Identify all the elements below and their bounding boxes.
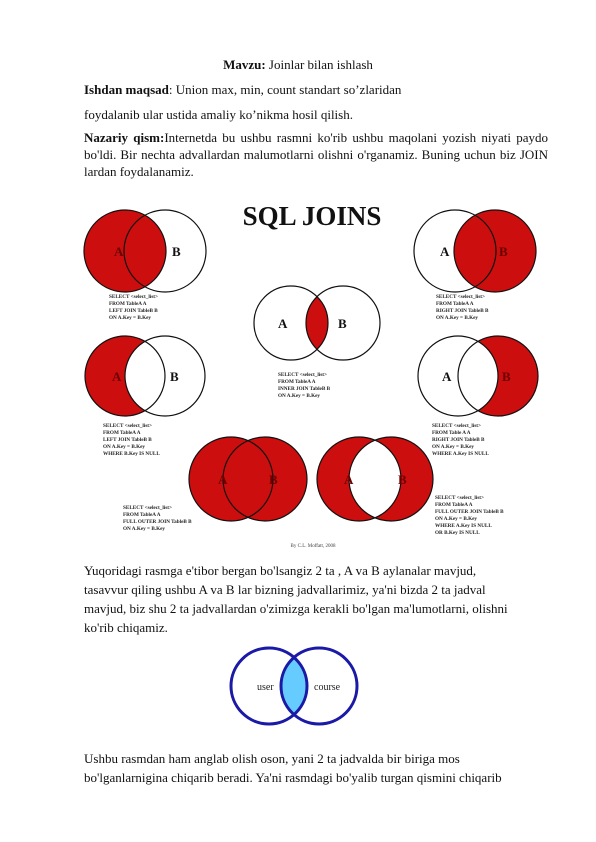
topic-label: Mavzu:	[223, 57, 266, 72]
query-line: LEFT JOIN TableB B	[109, 308, 158, 314]
label-b: B	[502, 369, 511, 384]
goal-line-1	[84, 80, 548, 99]
theory-paragraph	[84, 129, 548, 180]
query-line: ON A.Key = B.Key	[435, 516, 478, 522]
footer-line-1: Ushbu rasmdan ham anglab olish oson, yani 2 ta jadvalda bir biriga mos	[84, 751, 460, 766]
footer-line-2: bo'lganlarnigina chiqarib beradi. Ya'ni rasmdagi bo'yalib turgan qismini chiqarib	[84, 770, 502, 785]
venn-right-join	[414, 210, 536, 292]
query-line: FROM TableA A	[278, 379, 316, 385]
goal-label: Ishdan maqsad	[84, 82, 169, 97]
goal-line-2	[84, 105, 548, 124]
query-line: SELECT <select_list>	[103, 423, 152, 429]
query-line: WHERE A.Key IS NULL	[432, 451, 489, 457]
venn-full-excluding	[317, 437, 433, 521]
query-line: WHERE A.Key IS NULL	[435, 523, 492, 529]
query-inner-join	[278, 372, 331, 399]
query-line: SELECT <select_list>	[278, 372, 327, 378]
venn-right-excluding	[418, 336, 538, 416]
query-line: ON A.Key = B.Key	[278, 393, 321, 399]
goal-text-1: : Union max, min, count standart so’zlaridan	[168, 82, 402, 97]
venn-inner-join	[254, 286, 380, 360]
query-line: ON A.Key = B.Key	[432, 444, 475, 450]
venn-left-excluding	[85, 336, 205, 416]
topic-line	[0, 57, 596, 73]
query-line: ON A.Key = B.Key	[103, 444, 146, 450]
query-line: ON A.Key = B.Key	[123, 526, 166, 532]
query-right-excluding	[432, 423, 489, 457]
query-right-join	[436, 294, 489, 321]
query-line: SELECT <select_list>	[436, 294, 485, 300]
query-line: RIGHT JOIN TableB B	[436, 308, 489, 314]
sql-joins-diagram	[78, 195, 548, 555]
venn-full-join	[189, 437, 307, 521]
theory-text: Internetda bu ushbu rasmni ko'rib ushbu maqolani yozish niyati paydo bo'ldi. Bir nechta advallardan malumotlarni olishni o'rganamiz. Buning uchun biz JOIN lardan foydalanamiz.	[84, 130, 548, 179]
query-full-excluding	[435, 495, 504, 536]
theory-label: Nazariy qism:	[84, 130, 165, 145]
label-a: A	[114, 244, 124, 259]
query-line: SELECT <select_list>	[123, 505, 172, 511]
explanation-line-2: tasavvur qiling ushbu A va B lar bizning jadvallarimiz, ya'ni bizda 2 ta jadval	[84, 582, 486, 597]
label-a: A	[278, 316, 288, 331]
explanation-line-1: Yuqoridagi rasmga e'tibor bergan bo'lsangiz 2 ta , A va B aylanalar mavjud,	[84, 563, 477, 578]
query-line: LEFT JOIN TableB B	[103, 437, 152, 443]
label-b: B	[398, 472, 407, 487]
label-b: B	[170, 369, 179, 384]
query-line: FROM TableA A	[103, 430, 141, 436]
label-b: B	[499, 244, 508, 259]
query-line: ON A.Key = B.Key	[109, 315, 152, 321]
query-line: FROM TableA A	[436, 301, 474, 307]
topic-value: Joinlar bilan ishlash	[268, 57, 373, 72]
label-a: A	[344, 472, 354, 487]
label-a: A	[442, 369, 452, 384]
goal-text-2: foydalanib ular ustida amaliy ko’nikma hosil qilish.	[84, 107, 353, 122]
query-line: FULL OUTER JOIN TableB B	[435, 509, 504, 515]
course-label: course	[314, 682, 341, 693]
query-line: WHERE B.Key IS NULL	[103, 451, 160, 457]
query-line: INNER JOIN TableB B	[278, 386, 331, 392]
diagram-credit: By C.L. Moffatt, 2008	[290, 544, 336, 549]
query-line: FROM TableA A	[435, 502, 473, 508]
label-b: B	[269, 472, 278, 487]
label-a: A	[218, 472, 228, 487]
query-left-join	[109, 294, 158, 321]
query-line: SELECT <select_list>	[109, 294, 158, 300]
user-course-venn	[226, 644, 362, 728]
query-line: ON A.Key = B.Key	[436, 315, 479, 321]
venn-left-join	[84, 210, 206, 292]
explanation-line-3: mavjud, biz shu 2 ta jadvallardan o'zimizga kerakli bo'lgan ma'lumotlarni, olishni	[84, 601, 508, 616]
query-left-excluding	[103, 423, 160, 457]
query-line: FROM Table A A	[432, 430, 471, 436]
query-line: RIGHT JOIN TableB B	[432, 437, 485, 443]
query-line: FROM TableA A	[123, 512, 161, 518]
diagram-title: SQL JOINS	[242, 201, 382, 231]
query-line: FULL OUTER JOIN TableB B	[123, 519, 192, 525]
query-full-join	[123, 505, 192, 532]
label-a: A	[440, 244, 450, 259]
label-b: B	[338, 316, 347, 331]
query-line: FROM TableA A	[109, 301, 147, 307]
explanation-line-4: ko'rib chiqamiz.	[84, 620, 168, 635]
user-label: user	[257, 682, 274, 693]
query-line: SELECT <select_list>	[432, 423, 481, 429]
label-b: B	[172, 244, 181, 259]
query-line: SELECT <select_list>	[435, 495, 484, 501]
query-line: OR B.Key IS NULL	[435, 530, 480, 536]
label-a: A	[112, 369, 122, 384]
